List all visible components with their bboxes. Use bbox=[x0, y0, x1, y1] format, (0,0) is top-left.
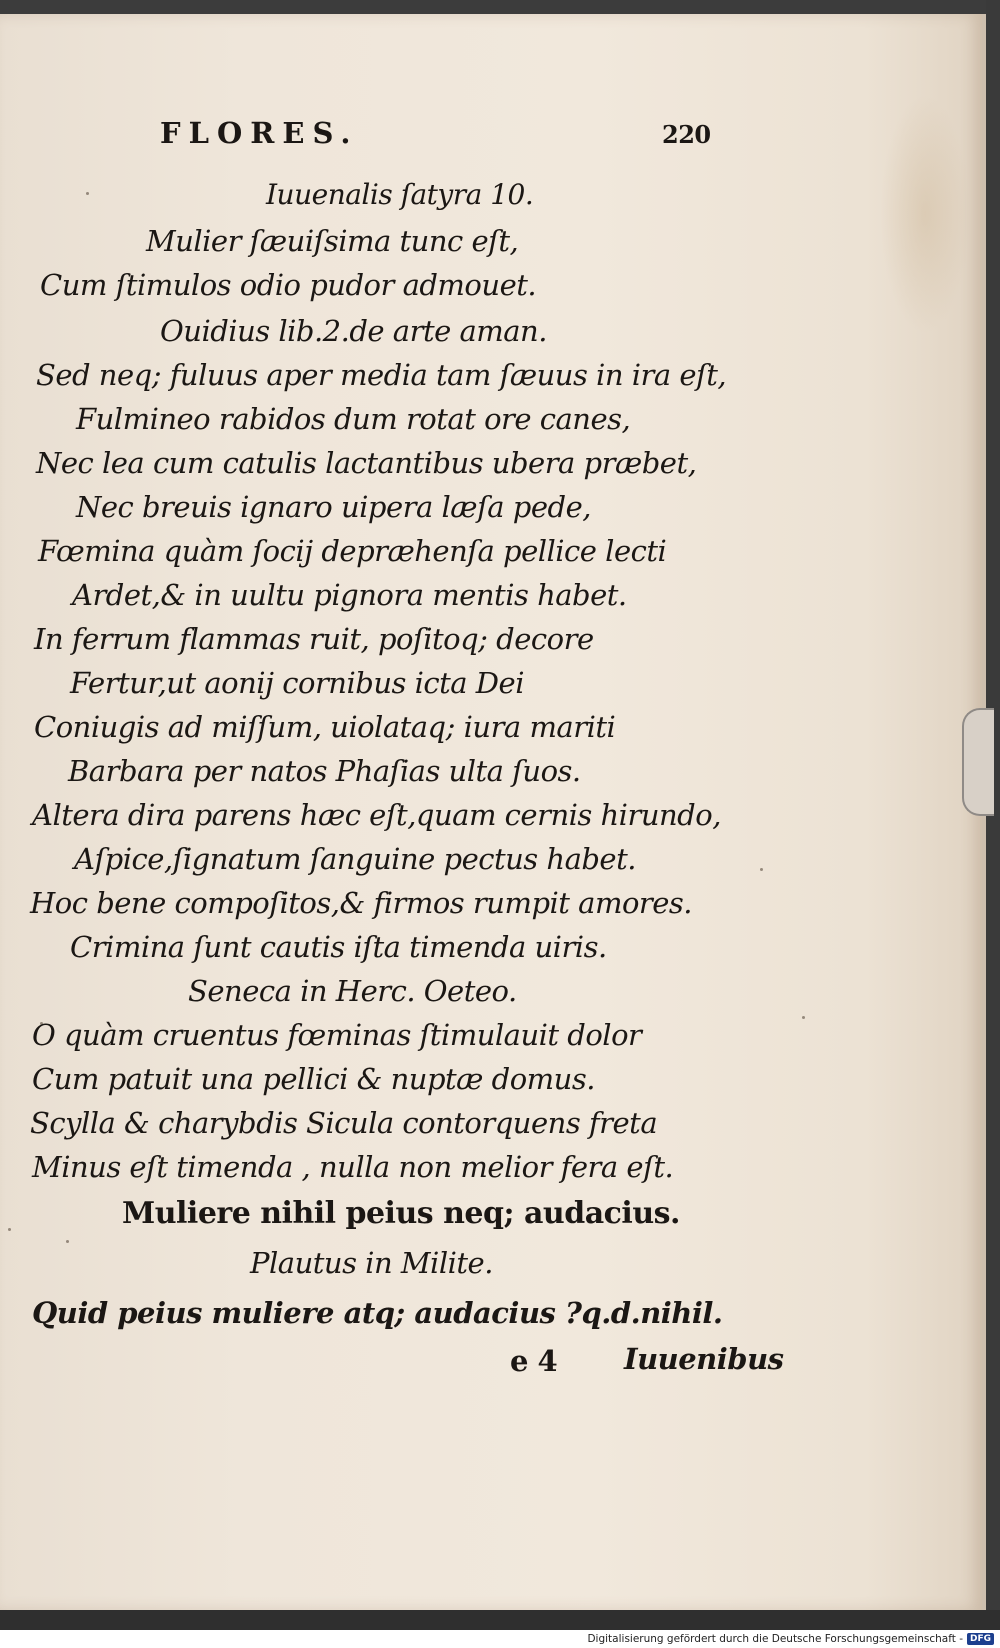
text-line: Minus eſt timenda , nulla non melior fera eſt. bbox=[32, 1150, 674, 1184]
text-line-motto: Muliere nihil peius neq; audacius. bbox=[122, 1196, 680, 1231]
text-line: Quid peius muliere atq; audacius ?q.d.nihil. bbox=[32, 1296, 723, 1330]
text-line: Mulier ſæuiſsima tunc eſt, bbox=[146, 224, 519, 258]
text-line: Aſpice,ſignatum ſanguine pectus habet. bbox=[74, 842, 636, 876]
text-line: Fulmineo rabidos dum rotat ore canes, bbox=[76, 402, 631, 436]
text-line-heading: Ouidius lib.2.de arte aman. bbox=[160, 314, 547, 348]
text-line: Nec breuis ignaro uipera læſa pede, bbox=[76, 490, 591, 524]
text-line: Sed neq; fuluus aper media tam ſæuus in ira eſt, bbox=[36, 358, 727, 392]
text-line: O quàm cruentus fœminas ſtimulauit dolor bbox=[32, 1018, 642, 1052]
text-line: Cum patuit una pellici & nuptæ domus. bbox=[32, 1062, 595, 1096]
text-line: Altera dira parens hæc eſt,quam cernis hirundo, bbox=[32, 798, 721, 832]
ink-speck bbox=[760, 868, 763, 871]
page-tab-mark bbox=[962, 708, 994, 816]
text-line-heading: Iuuenalis ſatyra 10. bbox=[266, 178, 534, 211]
ink-speck bbox=[66, 1240, 69, 1243]
text-line: Fœmina quàm ſocij depræhenſa pellice lecti bbox=[38, 534, 667, 568]
folio-number: 220 bbox=[662, 120, 711, 149]
text-line: Fertur,ut aonij cornibus icta Dei bbox=[70, 666, 524, 700]
text-line: Ardet,& in uultu pignora mentis habet. bbox=[72, 578, 627, 612]
ink-speck bbox=[86, 192, 89, 195]
signature-mark: e 4 bbox=[510, 1344, 558, 1378]
ink-speck bbox=[8, 1228, 11, 1231]
text-line: Crimina ſunt cautis iſta timenda uiris. bbox=[70, 930, 607, 964]
text-line-heading: Seneca in Herc. Oeteo. bbox=[188, 974, 517, 1008]
ink-speck bbox=[802, 1016, 805, 1019]
running-title: FLORES. bbox=[160, 116, 359, 150]
text-line: Cum ſtimulos odio pudor admouet. bbox=[40, 268, 537, 302]
catchword: Iuuenibus bbox=[624, 1342, 784, 1376]
text-line: Hoc bene compoſitos,& firmos rumpit amores. bbox=[30, 886, 693, 920]
scanner-bottom-edge bbox=[0, 1610, 1000, 1630]
text-line-heading: Plautus in Milite. bbox=[250, 1246, 493, 1280]
page-stain bbox=[880, 94, 970, 334]
text-line: Barbara per natos Phaſias ulta ſuos. bbox=[68, 754, 581, 788]
text-line: Coniugis ad miſſum, uiolataq; iura mariti bbox=[34, 710, 616, 744]
text-line: In ferrum flammas ruit, poſitoq; decore bbox=[34, 622, 594, 656]
dfg-logo: DFG bbox=[967, 1633, 994, 1645]
digitization-footer bbox=[0, 1630, 1000, 1648]
text-line: Nec lea cum catulis lactantibus ubera præbet, bbox=[36, 446, 697, 480]
footer-credit: Digitalisierung gefördert durch die Deutsche Forschungsgemeinschaft - bbox=[587, 1633, 963, 1645]
text-line: Scylla & charybdis Sicula contorquens freta bbox=[30, 1106, 658, 1140]
